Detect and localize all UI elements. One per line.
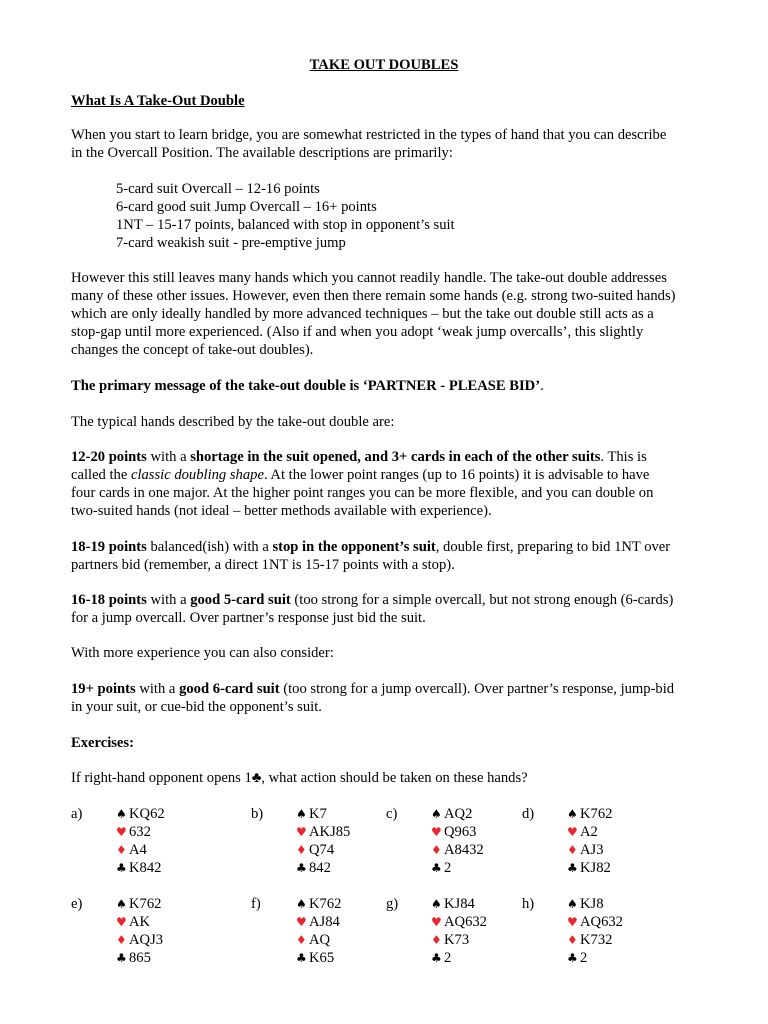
diamonds-holding: K732	[580, 932, 613, 948]
hearts-holding: AK	[129, 914, 151, 930]
bridge-hand	[296, 895, 341, 967]
diamond-icon: ♦	[431, 843, 442, 857]
hand-label: b)	[251, 806, 264, 822]
heart-icon: ♥	[431, 915, 442, 929]
bridge-hand	[431, 805, 484, 877]
spades-holding: AQ2	[444, 806, 473, 822]
point-range-paragraph-2	[71, 538, 711, 574]
heart-icon: ♥	[431, 825, 442, 839]
paragraph-line: partners bid (remember, a direct 1NT is 15-17 points with a stop).	[71, 557, 455, 573]
intro-paragraph	[71, 126, 711, 162]
heart-icon: ♥	[567, 825, 578, 839]
hearts-holding: AQ632	[444, 914, 487, 930]
intro-line: When you start to learn bridge, you are somewhat restricted in the types of hand that you can describe	[71, 127, 667, 143]
spade-icon: ♠	[431, 807, 442, 821]
body-text: called the	[71, 467, 131, 483]
primary-message	[71, 377, 711, 395]
overcall-options-list	[116, 180, 455, 252]
exercises-heading-text: Exercises:	[71, 735, 134, 751]
body-text: balanced(ish) with a	[146, 539, 273, 555]
spade-icon: ♠	[296, 807, 307, 821]
clubs-holding: KJ82	[580, 860, 611, 876]
body-text: . This is	[600, 449, 647, 465]
club-icon: ♣	[431, 861, 442, 875]
hand-label: h)	[522, 896, 535, 912]
option-item: 6-card good suit Jump Overcall – 16+ points	[116, 199, 377, 215]
spades-holding: KJ84	[444, 896, 475, 912]
option-item: 1NT – 15-17 points, balanced with stop in opponent’s suit	[116, 217, 455, 233]
club-icon: ♣	[296, 861, 307, 875]
body-text: with a	[146, 449, 191, 465]
club-icon: ♣	[567, 951, 578, 965]
emphasis-text: 12-20 points	[71, 449, 147, 465]
hand-label: d)	[522, 806, 535, 822]
emphasis-text: 16-18 points	[71, 592, 147, 608]
spade-icon: ♠	[116, 807, 127, 821]
heart-icon: ♥	[567, 915, 578, 929]
point-range-paragraph-3	[71, 591, 711, 627]
primary-message-bold: The primary message of the take-out double is ‘PARTNER - PLEASE BID’	[71, 378, 541, 394]
spade-icon: ♠	[296, 897, 307, 911]
clubs-holding: K65	[309, 950, 335, 966]
hand-label: a)	[71, 806, 83, 822]
spade-icon: ♠	[567, 897, 578, 911]
hand-label: e)	[71, 896, 83, 912]
club-icon: ♣	[116, 951, 127, 965]
italic-text: classic doubling shape	[130, 467, 264, 483]
spades-holding: KQ62	[129, 806, 165, 822]
diamonds-holding: AQ	[309, 932, 331, 948]
diamond-icon: ♦	[567, 933, 578, 947]
club-icon: ♣	[296, 951, 307, 965]
emphasis-text: 18-19 points	[71, 539, 147, 555]
paragraph-line: four cards in one major. At the higher point ranges you can be more flexible, and you can double on	[71, 485, 654, 501]
clubs-holding: 2	[444, 950, 452, 966]
hearts-holding: 632	[129, 824, 151, 840]
typical-hands-intro: The typical hands described by the take-out double are:	[71, 414, 395, 430]
paragraph-line: However this still leaves many hands which you cannot readily handle. The take-out double addresses	[71, 270, 667, 286]
document-title: TAKE OUT DOUBLES	[309, 57, 459, 73]
diamonds-holding: K73	[444, 932, 470, 948]
diamond-icon: ♦	[116, 933, 127, 947]
body-text: . At the lower point ranges (up to 16 points) it is advisable to have	[263, 467, 650, 483]
however-paragraph	[71, 269, 711, 359]
diamond-icon: ♦	[431, 933, 442, 947]
diamonds-holding: A8432	[444, 842, 484, 858]
exercise-question	[71, 769, 711, 787]
paragraph-line: which are only ideally handled by more advanced techniques – but the take out double still acts as a	[71, 306, 654, 322]
body-text: , double first, preparing to bid 1NT over	[435, 539, 671, 555]
hand-label: f)	[251, 896, 261, 912]
paragraph-line: two-suited hands (not ideal – better methods available with experience).	[71, 503, 492, 519]
paragraph-line: stop-gap until more experienced. (Also if and when you adopt ‘weak jump overcalls’, this slightly	[71, 324, 644, 340]
bridge-hand	[116, 805, 165, 877]
hand-label: c)	[386, 806, 398, 822]
point-range-paragraph-4	[71, 680, 711, 716]
spade-icon: ♠	[431, 897, 442, 911]
diamond-icon: ♦	[116, 843, 127, 857]
paragraph-line: changes the concept of take-out doubles).	[71, 342, 314, 358]
hearts-holding: AKJ85	[309, 824, 351, 840]
question-text: , what action should be taken on these hands?	[261, 770, 528, 786]
bridge-hand	[567, 895, 623, 967]
heart-icon: ♥	[116, 825, 127, 839]
diamond-icon: ♦	[296, 843, 307, 857]
club-icon: ♣	[567, 861, 578, 875]
diamonds-holding: AJ3	[580, 842, 604, 858]
diamond-icon: ♦	[567, 843, 578, 857]
hearts-holding: AJ84	[309, 914, 340, 930]
spades-holding: K762	[580, 806, 613, 822]
diamond-icon: ♦	[296, 933, 307, 947]
club-icon: ♣	[116, 861, 127, 875]
intro-line: in the Overcall Position. The available descriptions are primarily:	[71, 145, 453, 161]
heart-icon: ♥	[296, 825, 307, 839]
spades-holding: K7	[309, 806, 327, 822]
bridge-hand	[431, 895, 487, 967]
hearts-holding: AQ632	[580, 914, 623, 930]
clubs-holding: 842	[309, 860, 331, 876]
body-text: (too strong for a simple overcall, but not strong enough (6-cards)	[290, 592, 674, 608]
body-text: with a	[146, 592, 191, 608]
clubs-holding: 865	[129, 950, 151, 966]
emphasis-text: good 6-card suit	[179, 681, 280, 697]
diamonds-holding: Q74	[309, 842, 335, 858]
heart-icon: ♥	[116, 915, 127, 929]
body-text: (too strong for a jump overcall). Over partner’s response, jump-bid	[279, 681, 675, 697]
clubs-holding: K842	[129, 860, 162, 876]
emphasis-text: shortage in the suit opened, and 3+ cards in each of the other suits	[190, 449, 601, 465]
question-text: If right-hand opponent opens 1	[71, 770, 252, 786]
point-range-paragraph-1	[71, 448, 711, 520]
club-suit-icon: ♣	[251, 770, 262, 786]
bridge-hand	[296, 805, 350, 877]
spades-holding: KJ8	[580, 896, 604, 912]
emphasis-text: stop in the opponent’s suit	[272, 539, 436, 555]
spade-icon: ♠	[567, 807, 578, 821]
spades-holding: K762	[129, 896, 162, 912]
option-item: 7-card weakish suit - pre-emptive jump	[116, 235, 346, 251]
option-item: 5-card suit Overcall – 12-16 points	[116, 181, 320, 197]
paragraph-line: for a jump overcall. Over partner’s response just bid the suit.	[71, 610, 426, 626]
club-icon: ♣	[431, 951, 442, 965]
more-experience-text: With more experience you can also consider:	[71, 645, 334, 661]
emphasis-text: 19+ points	[71, 681, 136, 697]
primary-message-end: .	[540, 378, 544, 394]
paragraph-line: in your suit, or cue-bid the opponent’s suit.	[71, 699, 322, 715]
heart-icon: ♥	[296, 915, 307, 929]
clubs-holding: 2	[580, 950, 588, 966]
hand-label: g)	[386, 896, 399, 912]
diamonds-holding: A4	[129, 842, 147, 858]
paragraph-line: many of these other issues. However, even then there remain some hands (e.g. strong two-suited hands)	[71, 288, 676, 304]
spades-holding: K762	[309, 896, 342, 912]
spade-icon: ♠	[116, 897, 127, 911]
exercises-heading	[71, 734, 711, 752]
body-text: with a	[135, 681, 180, 697]
hearts-holding: Q963	[444, 824, 477, 840]
hearts-holding: A2	[580, 824, 598, 840]
section-heading: What Is A Take-Out Double	[71, 93, 245, 109]
bridge-hand	[116, 895, 163, 967]
clubs-holding: 2	[444, 860, 452, 876]
emphasis-text: good 5-card suit	[190, 592, 291, 608]
diamonds-holding: AQJ3	[129, 932, 164, 948]
bridge-hand	[567, 805, 612, 877]
